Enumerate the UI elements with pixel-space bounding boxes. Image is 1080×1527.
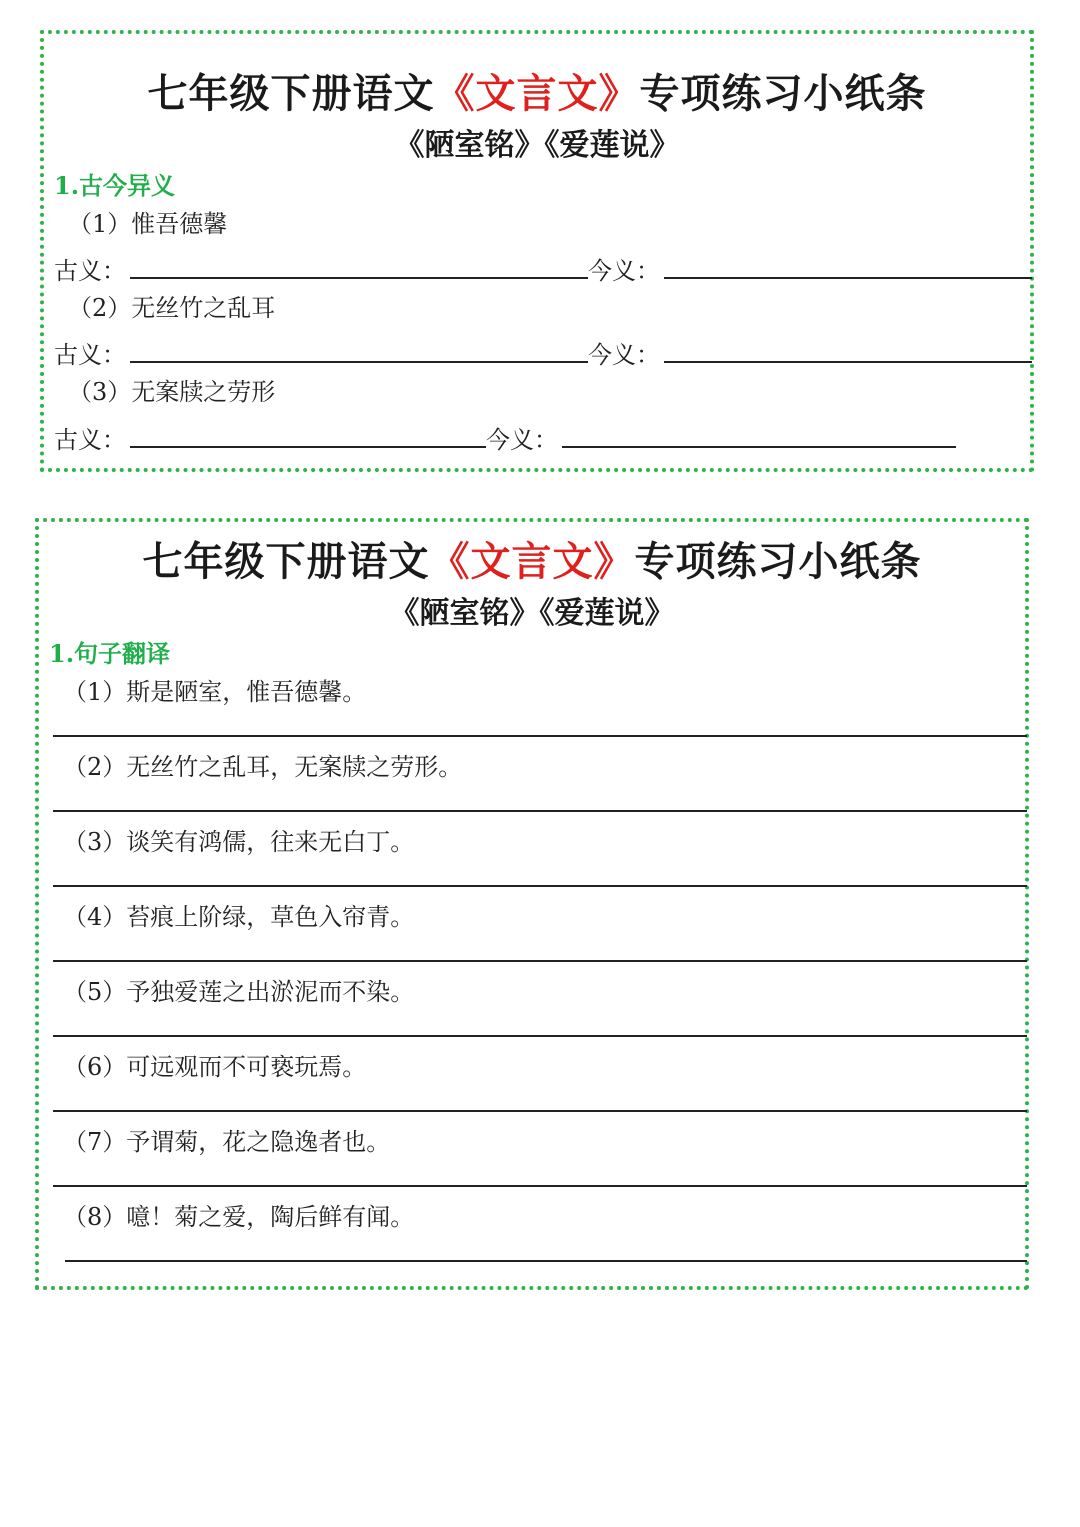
sentence-item: （6）可远观而不可亵玩焉。 (63, 1053, 367, 1081)
worksheet-subtitle: 《陋室铭》《爱莲说》 (394, 128, 680, 163)
sentence-item: （2）无丝竹之乱耳，无案牍之劳形。 (63, 753, 463, 781)
ancient-meaning-blank[interactable] (130, 277, 588, 279)
modern-meaning-label: 今义： (486, 426, 558, 454)
ancient-meaning-label: 古义： (54, 341, 126, 369)
answer-line[interactable] (53, 885, 1027, 887)
vocab-worksheet-card (40, 30, 1034, 472)
answer-line[interactable] (53, 735, 1027, 737)
worksheet-title: 七年级下册语文《文言文》专项练习小纸条 (147, 70, 927, 117)
modern-meaning-label: 今义： (588, 341, 660, 369)
vocab-item: （2）无丝竹之乱耳 (68, 294, 276, 322)
ancient-meaning-label: 古义： (54, 426, 126, 454)
modern-meaning-label: 今义： (588, 257, 660, 285)
sentence-item: （3）谈笑有鸿儒，往来无白丁。 (63, 828, 415, 856)
worksheet-subtitle: 《陋室铭》《爱莲说》 (389, 596, 675, 631)
modern-meaning-blank[interactable] (562, 446, 956, 448)
ancient-meaning-label: 古义： (54, 257, 126, 285)
sentence-item: （7）予谓菊，花之隐逸者也。 (63, 1128, 391, 1156)
modern-meaning-blank[interactable] (664, 361, 1032, 363)
answer-line[interactable] (65, 1260, 1027, 1262)
answer-line[interactable] (53, 1110, 1027, 1112)
answer-line[interactable] (53, 960, 1027, 962)
modern-meaning-blank[interactable] (664, 277, 1032, 279)
vocab-item: （3）无案牍之劳形 (68, 378, 276, 406)
sentence-item: （5）予独爱莲之出淤泥而不染。 (63, 978, 415, 1006)
answer-line[interactable] (53, 1185, 1027, 1187)
vocab-item: （1）惟吾德馨 (68, 210, 228, 238)
worksheet-title: 七年级下册语文《文言文》专项练习小纸条 (142, 538, 922, 585)
sentence-item: （4）苔痕上阶绿，草色入帘青。 (63, 903, 415, 931)
answer-line[interactable] (53, 810, 1027, 812)
section-heading: 1.句子翻译 (49, 639, 171, 668)
ancient-meaning-blank[interactable] (130, 361, 588, 363)
translation-worksheet-card (35, 518, 1029, 1290)
sentence-item: （8）噫！菊之爱，陶后鲜有闻。 (63, 1203, 415, 1231)
section-heading: 1.古今异义 (54, 171, 176, 200)
answer-line[interactable] (53, 1035, 1027, 1037)
ancient-meaning-blank[interactable] (130, 446, 486, 448)
sentence-item: （1）斯是陋室，惟吾德馨。 (63, 678, 367, 706)
